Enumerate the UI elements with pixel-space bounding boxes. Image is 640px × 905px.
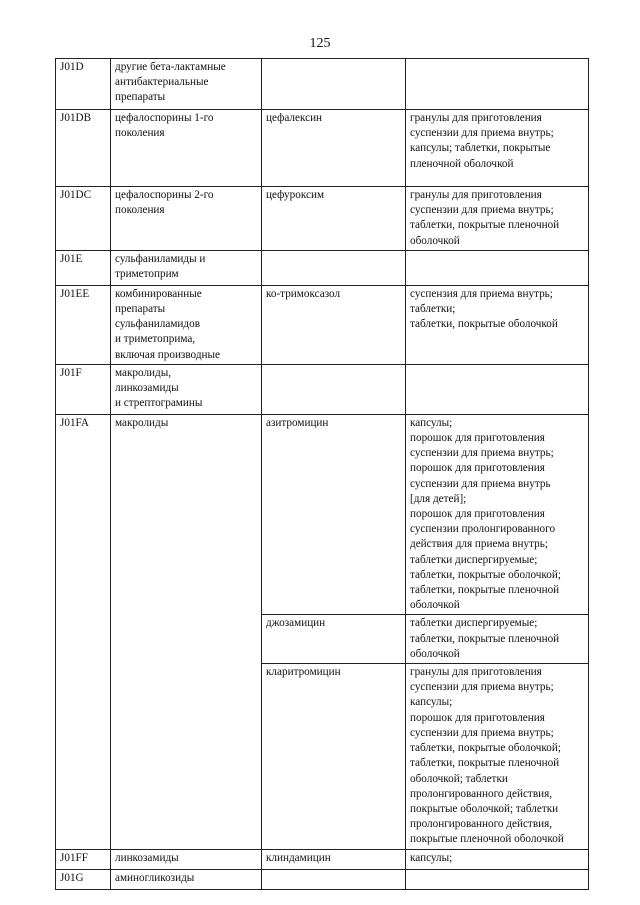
dosage-form-cell (406, 59, 589, 110)
table-row (56, 250, 589, 285)
dosage-form-cell (406, 869, 589, 889)
anatomical-therapeutic-group-cell: комбинированные препараты сульфаниламидов и триметоприма, включая производные (111, 285, 262, 364)
table-row (56, 59, 589, 110)
dosage-form-cell: гранулы для приготовления суспензии для приема внутрь; капсулы; таблетки, покрытые пленочной оболочкой (406, 110, 589, 187)
drug-name-cell: джозамицин (262, 615, 406, 664)
anatomical-therapeutic-group-cell: цефалоспорины 2-го поколения (111, 187, 262, 251)
atc-code-cell: J01F (56, 364, 111, 414)
atc-code-cell: J01G (56, 869, 111, 889)
atc-code-cell: J01EE (56, 285, 111, 364)
dosage-form-cell: гранулы для приготовления суспензии для приема внутрь; капсулы; порошок для приготовления суспензии для приема внутрь; таблетки, покрытые оболочкой; таблетки, покрытые пленочной оболочкой; таблетки пролонгированного действия, покрытые оболочкой; таблетки пролонгированного действия, покрытые пленочной оболочкой (406, 664, 589, 849)
drug-name-cell: цефуроксим (262, 187, 406, 251)
page-number: 125 (309, 36, 331, 51)
dosage-form-cell: таблетки диспергируемые; таблетки, покрытые пленочной оболочкой (406, 615, 589, 664)
table-row (56, 110, 589, 187)
anatomical-therapeutic-group-cell: сульфаниламиды и триметоприм (111, 250, 262, 285)
anatomical-therapeutic-group-cell: аминогликозиды (111, 869, 262, 889)
anatomical-therapeutic-group-cell: макролиды (111, 414, 262, 849)
table-row (56, 187, 589, 251)
anatomical-therapeutic-group-cell: другие бета-лактамные антибактериальные препараты (111, 59, 262, 110)
drug-name-cell (262, 250, 406, 285)
anatomical-therapeutic-group-cell: макролиды, линкозамиды и стрептограмины (111, 364, 262, 414)
atc-code-cell: J01DB (56, 110, 111, 187)
drug-name-cell (262, 869, 406, 889)
drug-name-cell: цефалексин (262, 110, 406, 187)
atc-code-cell: J01DC (56, 187, 111, 251)
table-row (56, 869, 589, 889)
dosage-form-cell (406, 250, 589, 285)
table-row (56, 285, 589, 364)
drug-name-cell: клиндамицин (262, 849, 406, 869)
table-row (56, 414, 589, 615)
drug-name-cell (262, 59, 406, 110)
drug-name-cell: азитромицин (262, 414, 406, 615)
atc-code-cell: J01D (56, 59, 111, 110)
anatomical-therapeutic-group-cell: линкозамиды (111, 849, 262, 869)
anatomical-therapeutic-group-cell: цефалоспорины 1-го поколения (111, 110, 262, 187)
drug-name-cell: кларитромицин (262, 664, 406, 849)
drug-classification-table (55, 58, 589, 890)
dosage-form-cell (406, 364, 589, 414)
drug-name-cell (262, 364, 406, 414)
dosage-form-cell: капсулы; (406, 849, 589, 869)
dosage-form-cell: капсулы; порошок для приготовления суспензии для приема внутрь; порошок для приготовления суспензии для приема внутрь [для детей]; порошок для приготовления суспензии пролонгированного действия для приема внутрь; таблетки диспергируемые; таблетки, покрытые оболочкой; таблетки, покрытые пленочной оболочкой (406, 414, 589, 615)
atc-code-cell: J01E (56, 250, 111, 285)
atc-code-cell: J01FA (56, 414, 111, 849)
dosage-form-cell: суспензия для приема внутрь; таблетки; таблетки, покрытые оболочкой (406, 285, 589, 364)
table-body (56, 59, 589, 890)
table-row (56, 849, 589, 869)
dosage-form-cell: гранулы для приготовления суспензии для приема внутрь; таблетки, покрытые пленочной оболочкой (406, 187, 589, 251)
drug-name-cell: ко-тримоксазол (262, 285, 406, 364)
table-row (56, 364, 589, 414)
atc-code-cell: J01FF (56, 849, 111, 869)
